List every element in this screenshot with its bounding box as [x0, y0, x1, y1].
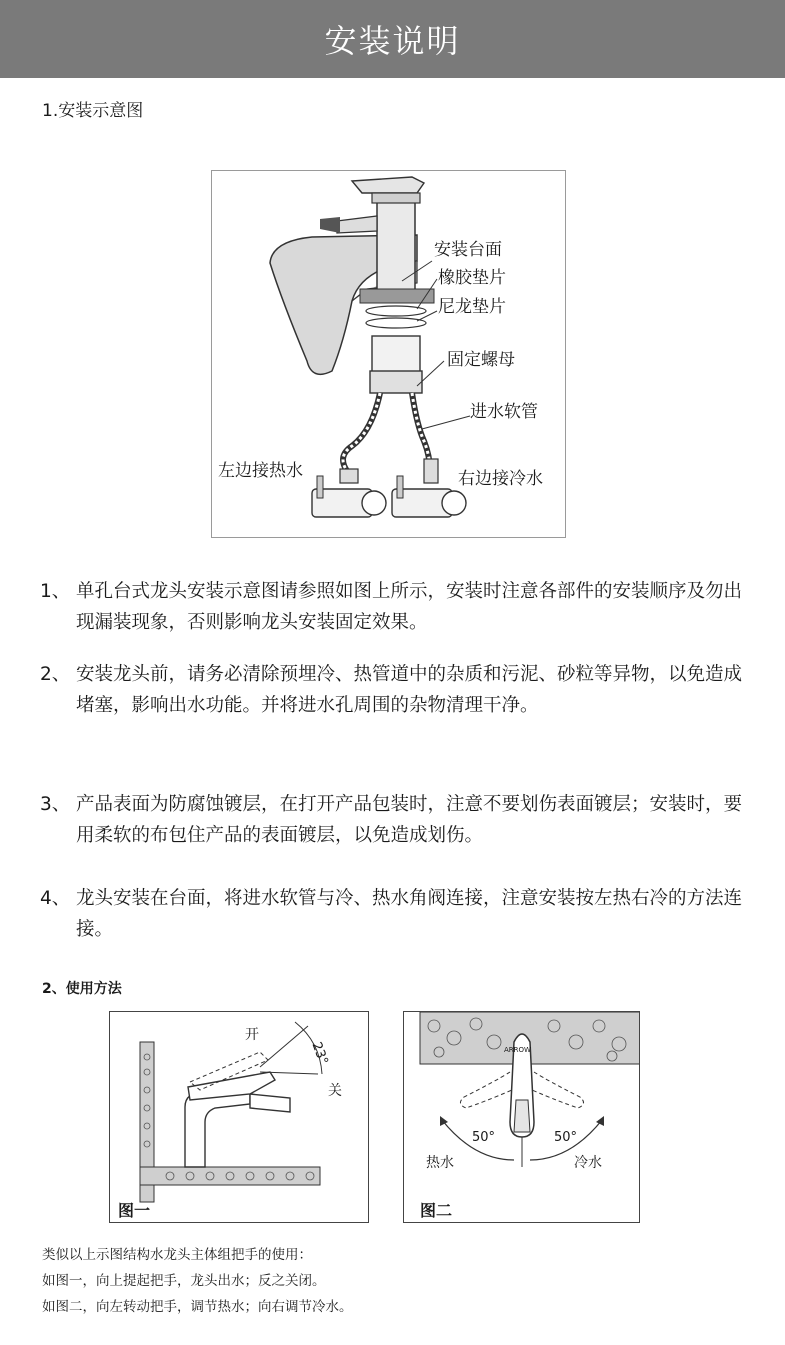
label-nylon-gasket: 尼龙垫片 — [438, 297, 506, 317]
label-angle-left: 50° — [472, 1130, 496, 1145]
label-inlet-hose: 进水软管 — [470, 402, 538, 422]
paragraph-number: 4、 — [40, 888, 71, 909]
usage-figure-2 — [403, 1011, 640, 1223]
label-rubber-gasket: 橡胶垫片 — [438, 268, 506, 288]
figure2-caption: 图二 — [420, 1201, 453, 1220]
label-right-cold: 右边接冷水 — [458, 469, 543, 489]
paragraph-1 — [40, 576, 760, 638]
label-close: 关 — [328, 1083, 342, 1099]
usage-note-3: 如图二，向左转动把手，调节热水；向右调节冷水。 — [42, 1299, 353, 1315]
page-title: 安装说明 — [324, 22, 461, 60]
section1-title: 1.安装示意图 — [42, 101, 144, 121]
label-cold-water: 冷水 — [574, 1155, 602, 1171]
label-angle-23: 23° — [308, 1040, 331, 1067]
figure1-caption: 图一 — [118, 1201, 151, 1220]
label-countertop: 安装台面 — [434, 240, 502, 260]
paragraph-4 — [40, 883, 760, 945]
paragraph-text: 安装龙头前，请务必清除预埋冷、热管道中的杂质和污泥、砂粒等异物，以免造成堵塞，影响出水功能。并将进水孔周围的杂物清理干净。 — [76, 664, 743, 716]
paragraph-text: 龙头安装在台面，将进水软管与冷、热水角阀连接，注意安装按左热右冷的方法连接。 — [76, 888, 743, 940]
label-open: 开 — [245, 1027, 259, 1043]
paragraph-text: 产品表面为防腐蚀镀层，在打开产品包装时，注意不要划伤表面镀层；安装时，要用柔软的布包住产品的表面镀层，以免造成划伤。 — [76, 794, 743, 846]
usage-figure-1 — [109, 1011, 369, 1223]
usage-note-2: 如图一，向上提起把手，龙头出水；反之关闭。 — [42, 1273, 326, 1289]
installation-diagram — [211, 170, 566, 538]
paragraph-number: 3、 — [40, 794, 71, 815]
paragraph-number: 1、 — [40, 581, 71, 602]
page-header — [0, 0, 785, 78]
paragraph-2 — [40, 659, 760, 721]
section2-title: 2、使用方法 — [42, 981, 122, 997]
label-angle-right: 50° — [554, 1130, 578, 1145]
lift-handle-drawing — [110, 1012, 368, 1222]
label-fixing-nut: 固定螺母 — [447, 350, 515, 370]
brand-label: ARROW — [504, 1046, 531, 1054]
rotate-handle-drawing — [404, 1012, 639, 1222]
paragraph-3 — [40, 789, 760, 851]
paragraph-number: 2、 — [40, 664, 71, 685]
label-hot-water: 热水 — [426, 1155, 454, 1171]
paragraph-text: 单孔台式龙头安装示意图请参照如图上所示，安装时注意各部件的安装顺序及勿出现漏装现象，否则影响龙头安装固定效果。 — [76, 581, 743, 633]
usage-note-1: 类似以上示图结构水龙头主体组把手的使用： — [42, 1247, 312, 1263]
label-left-hot: 左边接热水 — [218, 461, 303, 481]
